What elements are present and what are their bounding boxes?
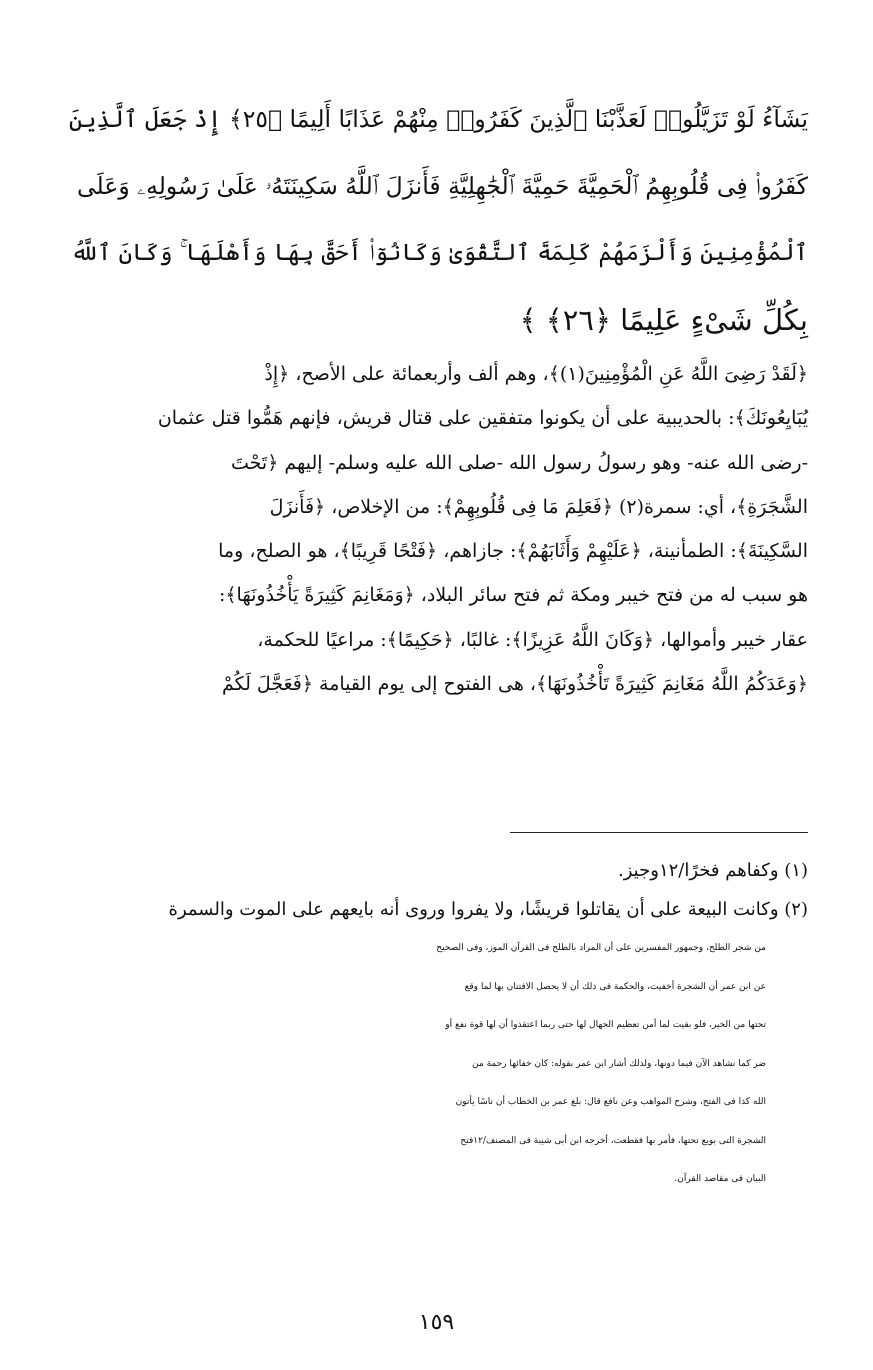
verse-line: يَشَآءُ لَوْ تَزَيَّلُوا۟ لَعَذَّبْنَا ٱلَّذِينَ كَفَرُوا۟ مِنْهُمْ عَذَابًا أَلِيمًا ﴿٢٥﴾ إِذْ جَعَلَ ٱلَّذِينَ (68, 105, 808, 133)
quran-verse-block (66, 86, 808, 354)
footnote-divider (510, 832, 808, 833)
footnote-2-line: من شجر الطلح، وجمهور المفسرين على أن المراد بالطلح فى القرآن الموز، وفى الصحيح (436, 943, 766, 953)
commentary-line: يُبَايِعُونَكَ﴾: بالحديبية على أن يكونوا متفقين على قتال قريش، فإنهم هَمُّوا قتل عثمان (157, 407, 808, 430)
commentary-line: -رضى الله عنه- وهو رسولُ رسول الله -صلى الله عليه وسلم- إليهم ﴿تَحْتَ (230, 451, 808, 474)
commentary-line: الشَّجَرَةِ﴾، أي: سمرة(٢) ﴿فَعَلِمَ مَا فِى قُلُوبِهِمْ﴾: من الإخلاص، ﴿فَأَنزَلَ (269, 495, 808, 518)
commentary-line: ﴿وَعَدَكُمُ اللَّهُ مَغَانِمَ كَثِيرَةً تَأْخُذُونَهَا﴾، هى الفتوح إلى يوم القيامة ﴿فَعَجَّلَ لَكُمْ (221, 673, 808, 696)
footnote-2-line: عن ابن عمر أن الشجرة أخفيت، والحكمة فى ذلك أن لا يحصل الافتتان بها لما وقع (464, 981, 766, 992)
verse-line: ٱلْمُؤْمِنِينَ وَأَلْزَمَهُمْ كَلِمَةَ ٱلتَّقْوَىٰ وَكَانُوٓا۟ أَحَقَّ بِهَا وَأَهْلَهَا ۚ وَكَانَ ٱللَّهُ (70, 240, 808, 266)
verse-line: كَفَرُوا۟ فِى قُلُوبِهِمُ ٱلْحَمِيَّةَ حَمِيَّةَ ٱلْجَٰهِلِيَّةِ فَأَنزَلَ ٱللَّهُ سَكِينَتَهُۥ عَلَىٰ رَسُولِهِۦ وَعَلَى (76, 172, 808, 200)
footnotes (66, 852, 808, 1199)
footnote-2-line: (٢) وكانت البيعة على أن يقاتلوا قريشًا، ولا يفروا وروى أنه بايعهم على الموت والسمرة (168, 898, 808, 920)
commentary-line: ﴿لَقَدْ رَضِىَ اللَّهُ عَنِ الْمُؤْمِنِينَ(١)﴾، وهم ألف وأربعمائة على الأصح، ﴿إِذْ (264, 363, 808, 385)
footnote-2-line: تحتها من الخير، فلو بقيت لما أمن تعظيم الجهال لها حتى ربما اعتقدوا أن لها قوة نفع أو (445, 1020, 766, 1030)
page-number: ١٥٩ (418, 1310, 455, 1335)
tafsir-commentary (66, 352, 808, 706)
footnote-2-line: البيان فى مقاصد القرآن. (674, 1174, 766, 1184)
footnote-2-line: الشجرة التى بويع تحتها، فأمر بها فقطعت، أخرجه ابن أبى شيبة فى المصنف/١٢فتح (460, 1135, 766, 1146)
footnote-1: (١) وكفاهم فخرًا/١٢وجيز. (618, 860, 808, 881)
verse-line: بِكُلِّ شَىْءٍ عَلِيمًا ﴿٢٦﴾ ﴾ (519, 303, 808, 337)
footnote-2-line: الله كذا فى الفتح، وشرح المواهب وعن نافع قال: بلغ عمر بن الخطاب أن ناسًا يأتون (455, 1097, 766, 1107)
commentary-line: السَّكِينَةَ﴾: الطمأنينة، ﴿عَلَيْهِمْ وَأَثَابَهُمْ﴾: جازاهم، ﴿فَتْحًا قَرِيبًا﴾، هو الصلح، وما (218, 540, 808, 563)
commentary-line: هو سبب له من فتح خيبر ومكة ثم فتح سائر البلاد، ﴿وَمَغَانِمَ كَثِيرَةً يَأْخُذُونَهَا﴾: (219, 584, 808, 607)
footnote-2-line: ضر كما نشاهد الآن فيما دونها، ولذلك أشار ابن عمر بقوله: كان خفائها رحمة من (472, 1058, 766, 1069)
commentary-line: عقار خيبر وأموالها، ﴿وَكَانَ اللَّهُ عَزِيزًا﴾: غالبًا، ﴿حَكِيمًا﴾: مراعيًا للحكمة، (257, 628, 808, 651)
